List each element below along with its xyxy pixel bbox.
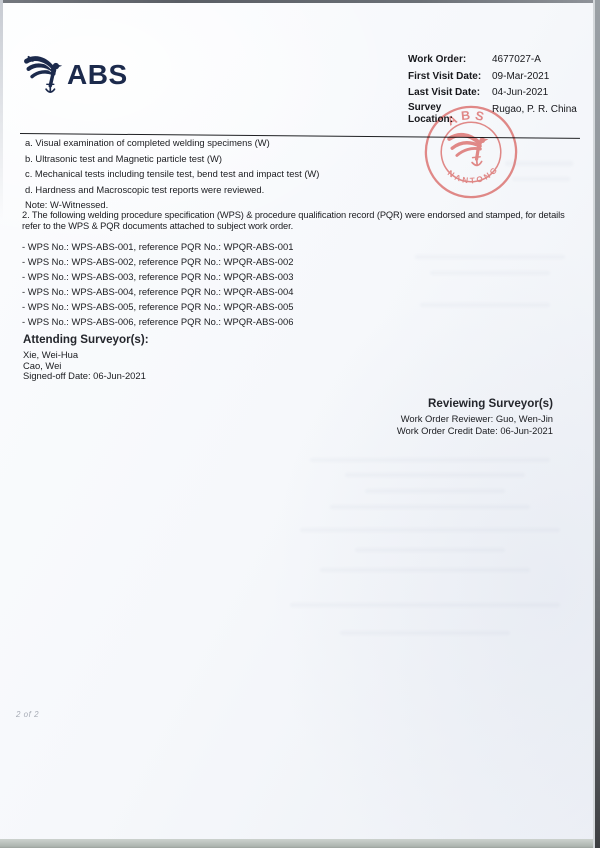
first-visit-value: 09-Mar-2021 [492,70,550,82]
attending-surveyor-name: Xie, Wei-Hua [23,349,79,360]
bleed-through-artifact [310,458,550,462]
scan-edge-top [0,0,600,3]
page-number: 2 of 2 [16,710,40,719]
work-order-value: 4677027-A [492,54,541,65]
reviewing-surveyors-section [397,397,553,436]
bleed-through-artifact [340,631,510,635]
bleed-through-artifact [420,303,550,307]
work-order-reviewer: Work Order Reviewer: Guo, Wen-Jin [400,413,553,424]
attending-surveyors-title: Attending Surveyor(s): [23,333,149,346]
abs-logo [23,51,128,98]
inspection-item: b. Ultrasonic test and Magnetic particle test (W) [25,152,222,164]
stamp-top-text: ABS [445,107,490,129]
scanned-page [0,3,593,839]
work-order-row [408,52,577,69]
stamp-eagle-icon [449,133,482,168]
last-visit-row [408,85,577,102]
eagle-head [53,63,59,69]
wps-entry: - WPS No.: WPS-ABS-003, reference PQR No.: WPQR-ABS-003 [22,271,294,283]
first-visit-label: First Visit Date: [408,70,482,82]
wps-entry: - WPS No.: WPS-ABS-004, reference PQR No.: WPQR-ABS-004 [22,286,294,298]
bleed-through-artifact [355,548,505,552]
inspection-item: d. Hardness and Macroscopic test reports were reviewed. [25,183,265,195]
attending-surveyor-name: Cao, Wei [23,359,62,371]
wps-pqr-paragraph: 2. The following welding procedure specification (WPS) & procedure qualification record (PQR) were endorsed and stamped, for details refer to the WPS & PQR documents attached to subject work order. [22,210,565,232]
last-visit-value: 04-Jun-2021 [492,87,549,98]
survey-location-value: Rugao, P. R. China [492,103,577,115]
bleed-through-artifact [330,505,530,509]
bleed-through-artifact [320,568,530,572]
scan-edge-left [0,0,3,220]
last-visit-label: Last Visit Date: [408,87,481,98]
wps-entry: - WPS No.: WPS-ABS-002, reference PQR No.: WPQR-ABS-002 [22,256,294,268]
scan-edge-bottom [0,839,593,848]
attending-surveyors-section [23,333,149,382]
scan-edge-right [593,0,600,848]
wps-entry: - WPS No.: WPS-ABS-001, reference PQR No.: WPQR-ABS-001 [22,241,294,252]
inspection-item: a. Visual examination of completed welding specimens (W) [25,137,270,148]
reviewing-surveyors-title: Reviewing Surveyor(s) [428,397,553,410]
witnessed-note: Note: W-Witnessed. [25,199,109,210]
work-order-credit-date: Work Order Credit Date: 06-Jun-2021 [396,424,553,436]
bleed-through-artifact [345,473,525,477]
first-visit-row [408,69,577,86]
work-order-label: Work Order: [408,54,467,65]
bleed-through-artifact [415,255,565,259]
bleed-through-artifact [300,528,560,532]
inspection-item: c. Mechanical tests including tensile test, bend test and impact test (W) [25,168,320,179]
eagle-anchor-icon [23,51,65,98]
survey-location-label: Survey Location: [408,101,453,125]
wps-list [22,239,293,330]
bleed-through-artifact [512,177,570,181]
bleed-through-artifact [430,271,550,275]
bleed-through-artifact [290,603,560,607]
bleed-through-artifact [365,489,505,493]
wps-entry: - WPS No.: WPS-ABS-005, reference PQR No.: WPQR-ABS-005 [22,301,294,313]
inspection-items [25,135,319,213]
wps-entry: - WPS No.: WPS-ABS-006, reference PQR No.: WPQR-ABS-006 [22,316,294,328]
logo-text: ABS [67,59,128,90]
stamp-bottom-text: NANTONG [445,164,501,186]
bleed-through-artifact [505,161,573,166]
signed-off-date: Signed-off Date: 06-Jun-2021 [23,370,146,382]
abs-nantong-stamp [418,99,524,205]
